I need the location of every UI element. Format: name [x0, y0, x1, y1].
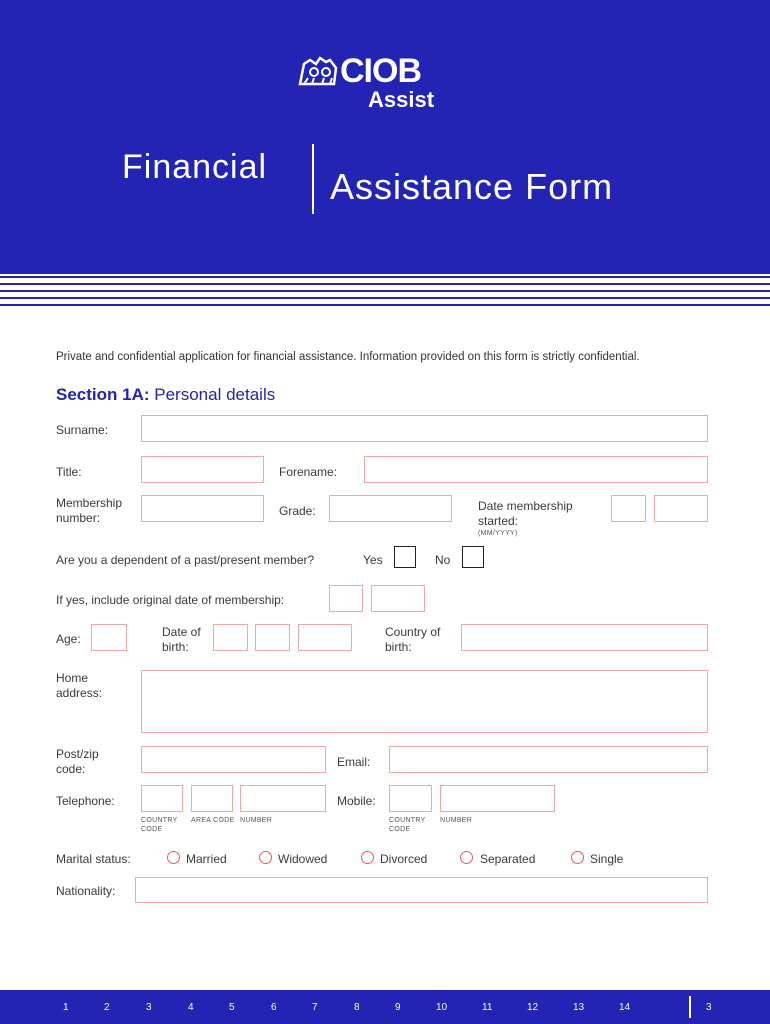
- footer-divider: [689, 996, 691, 1018]
- title-label: Title:: [56, 465, 82, 479]
- widowed-radio[interactable]: [259, 851, 272, 864]
- form-title-right: Assistance Form: [330, 166, 614, 207]
- section-name: Personal details: [154, 385, 276, 404]
- telephone-area-code-field[interactable]: [191, 785, 233, 812]
- page-link-3[interactable]: 3: [146, 1002, 152, 1013]
- separated-label: Separated: [480, 852, 536, 866]
- dependent-question: Are you a dependent of a past/present member?: [56, 553, 315, 567]
- forename-field[interactable]: [364, 456, 708, 483]
- country-of-birth-field[interactable]: [461, 624, 708, 651]
- membership-month-field[interactable]: [611, 495, 646, 522]
- divorced-label: Divorced: [380, 852, 428, 866]
- page-link-6[interactable]: 6: [271, 1002, 277, 1013]
- yes-checkbox[interactable]: [394, 546, 416, 568]
- home-address-label: Home address:: [56, 671, 103, 700]
- country-birth-label: Country of birth:: [385, 625, 441, 654]
- divorced-radio[interactable]: [361, 851, 374, 864]
- stripe: [0, 290, 770, 292]
- postzip-label: Post/zip code:: [56, 747, 99, 776]
- tel-country-code-hint: COUNTRY CODE: [141, 817, 178, 833]
- no-checkbox[interactable]: [462, 546, 484, 568]
- page-link-8[interactable]: 8: [354, 1002, 360, 1013]
- dob-month-field[interactable]: [255, 624, 290, 651]
- page-link-9[interactable]: 9: [395, 1002, 401, 1013]
- grade-label: Grade:: [279, 504, 316, 518]
- age-label: Age:: [56, 632, 81, 646]
- page-link-13[interactable]: 13: [573, 1002, 585, 1013]
- current-page-number: 3: [706, 1002, 712, 1013]
- married-radio[interactable]: [167, 851, 180, 864]
- email-field[interactable]: [389, 746, 708, 773]
- membership-number-field[interactable]: [141, 495, 264, 522]
- logo-wordmark: CIOB: [340, 52, 421, 90]
- surname-label: Surname:: [56, 423, 109, 437]
- dob-day-field[interactable]: [213, 624, 248, 651]
- stripe: [0, 304, 770, 306]
- married-label: Married: [186, 852, 227, 866]
- stripe: [0, 283, 770, 285]
- page-link-14[interactable]: 14: [619, 1002, 631, 1013]
- dob-label: Date of birth:: [162, 625, 201, 654]
- header-stripes: [0, 276, 770, 311]
- stripe: [0, 297, 770, 299]
- page-link-12[interactable]: 12: [527, 1002, 539, 1013]
- page-link-11[interactable]: 11: [482, 1002, 493, 1013]
- page-link-1[interactable]: 1: [63, 1002, 69, 1013]
- form-title-left: Financial: [122, 148, 268, 186]
- widowed-label: Widowed: [278, 852, 328, 866]
- mobile-number-field[interactable]: [440, 785, 555, 812]
- page-link-10[interactable]: 10: [436, 1002, 448, 1013]
- telephone-label: Telephone:: [56, 794, 115, 808]
- footer-page-nav: [0, 990, 770, 1024]
- stripe: [0, 276, 770, 278]
- nationality-field[interactable]: [135, 877, 708, 903]
- mob-number-hint: NUMBER: [440, 817, 473, 824]
- tel-number-hint: NUMBER: [240, 817, 273, 824]
- single-label: Single: [590, 852, 624, 866]
- original-month-field[interactable]: [329, 585, 363, 612]
- original-date-label: If yes, include original date of membership:: [56, 593, 285, 607]
- original-year-field[interactable]: [371, 585, 425, 612]
- section-title: [56, 385, 275, 405]
- single-radio[interactable]: [571, 851, 584, 864]
- page-link-4[interactable]: 4: [188, 1002, 194, 1013]
- telephone-country-code-field[interactable]: [141, 785, 183, 812]
- separated-radio[interactable]: [460, 851, 473, 864]
- email-label: Email:: [337, 755, 371, 769]
- membership-label: Membership number:: [56, 496, 123, 525]
- title-divider: [312, 144, 314, 214]
- mobile-label: Mobile:: [337, 794, 376, 808]
- logo-subtitle: Assist: [368, 87, 435, 112]
- page-link-5[interactable]: 5: [229, 1002, 235, 1013]
- header-banner: [0, 0, 770, 274]
- home-address-field[interactable]: [141, 670, 708, 733]
- mobile-country-code-field[interactable]: [389, 785, 432, 812]
- yes-label: Yes: [363, 553, 383, 567]
- surname-field[interactable]: [141, 415, 708, 442]
- grade-field[interactable]: [329, 495, 452, 522]
- nationality-label: Nationality:: [56, 884, 116, 898]
- tel-area-code-hint: AREA CODE: [191, 817, 235, 824]
- membership-year-field[interactable]: [654, 495, 708, 522]
- no-label: No: [435, 553, 451, 567]
- page-link-2[interactable]: 2: [104, 1002, 110, 1013]
- ciob-logo: [296, 50, 456, 114]
- date-membership-label: Date membership started:: [478, 499, 573, 528]
- forename-label: Forename:: [279, 465, 338, 479]
- marital-label: Marital status:: [56, 852, 131, 866]
- age-field[interactable]: [91, 624, 127, 651]
- dob-year-field[interactable]: [298, 624, 352, 651]
- title-field[interactable]: [141, 456, 264, 483]
- section-number: Section 1A:: [56, 385, 150, 404]
- date-format-hint: (MM/YYYY): [478, 530, 518, 537]
- mob-country-code-hint: COUNTRY CODE: [389, 817, 426, 833]
- telephone-number-field[interactable]: [240, 785, 326, 812]
- lion-emblem-icon: [296, 54, 340, 90]
- page-link-7[interactable]: 7: [312, 1002, 318, 1013]
- postzip-field[interactable]: [141, 746, 326, 773]
- intro-text: Private and confidential application for financial assistance. Information provided on this form is strictly confidential.: [56, 351, 640, 363]
